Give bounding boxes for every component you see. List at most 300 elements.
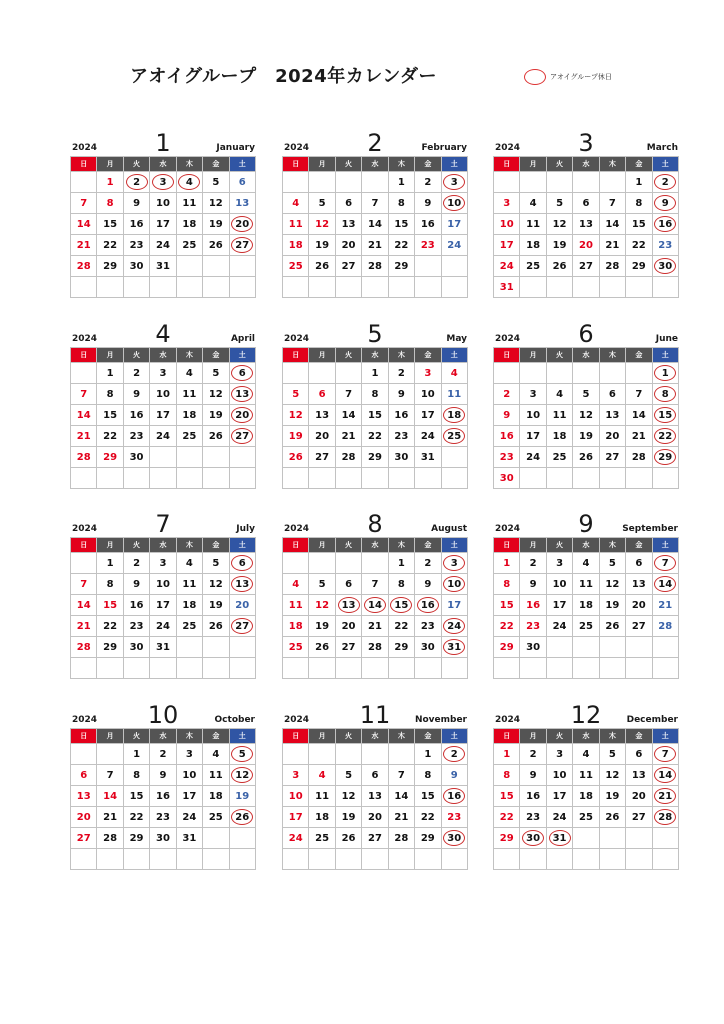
day-cell [599,426,625,447]
day-cell [309,214,335,235]
day-number: 5 [608,749,616,760]
day-number: 4 [185,368,193,379]
day-cell [494,595,520,616]
month-number: 3 [578,129,594,157]
holiday-day: 2 [654,174,676,190]
month-number: 10 [147,701,179,729]
day-number: 17 [499,240,514,251]
month-year: 2024 [284,715,310,725]
day-cell [599,828,625,849]
day-cell [150,828,176,849]
day-cell [335,384,361,405]
day-cell [283,765,309,786]
day-number: 6 [345,579,353,590]
day-number: 25 [579,621,593,632]
weekday-header: 日 [283,348,309,363]
day-number: 11 [552,410,567,421]
day-cell [652,786,678,807]
day-cell [97,765,123,786]
day-cell [388,595,414,616]
day-cell [309,744,335,765]
day-cell [203,574,229,595]
month-5 [282,320,468,489]
day-number: 27 [76,833,91,844]
day-cell [441,193,467,214]
weekday-header: 火 [123,538,149,553]
day-number: 19 [341,812,356,823]
day-cell [176,256,202,277]
weekday-header: 金 [415,157,441,172]
day-number: 29 [103,261,118,272]
weekday-header: 火 [335,348,361,363]
day-cell [573,786,599,807]
week-row [494,363,679,384]
day-cell [71,214,97,235]
day-cell [123,786,149,807]
day-cell [546,405,572,426]
day-number: 12 [605,770,620,781]
day-cell [573,193,599,214]
day-cell [203,384,229,405]
day-cell [388,172,414,193]
day-cell [441,256,467,277]
day-cell [309,384,335,405]
day-cell [388,807,414,828]
day-cell [150,637,176,658]
weekday-header: 火 [123,348,149,363]
week-row [494,807,679,828]
day-number: 24 [420,431,435,442]
day-cell [546,363,572,384]
week-row [494,172,679,193]
day-number: 7 [635,389,643,400]
day-number: 12 [341,791,356,802]
day-cell [415,658,441,679]
month-table [493,347,679,489]
day-number: 30 [420,642,435,653]
day-cell [573,172,599,193]
week-row [71,384,256,405]
day-cell [123,363,149,384]
day-cell [626,193,652,214]
week-row [494,786,679,807]
weekday-header: 水 [362,348,388,363]
month-name: October [214,715,255,725]
day-cell [573,468,599,489]
holiday-day: 7 [654,555,676,571]
day-cell [229,744,255,765]
day-cell [573,828,599,849]
day-cell [283,363,309,384]
week-row [283,193,468,214]
day-number: 28 [394,833,409,844]
day-cell [546,172,572,193]
day-cell [309,786,335,807]
day-number: 18 [182,219,197,230]
day-number: 21 [76,240,91,251]
day-number: 10 [552,770,567,781]
day-cell [97,256,123,277]
day-cell [652,214,678,235]
holiday-day: 30 [443,830,465,846]
day-cell [229,765,255,786]
day-cell [362,807,388,828]
day-cell [388,468,414,489]
day-number: 18 [526,240,541,251]
week-row [71,744,256,765]
day-cell [283,405,309,426]
day-cell [520,256,546,277]
day-number: 23 [129,240,144,251]
day-number: 8 [503,770,511,781]
month-year: 2024 [495,524,521,534]
day-cell [626,277,652,298]
week-row [494,658,679,679]
day-cell [203,235,229,256]
day-number: 23 [156,812,170,823]
weekday-header: 月 [97,538,123,553]
day-cell [388,637,414,658]
weekday-header: 土 [229,538,255,553]
day-number: 3 [292,770,300,781]
month-header [70,510,256,537]
weekday-header: 水 [150,348,176,363]
day-cell [415,468,441,489]
day-number: 11 [182,389,197,400]
weekday-header: 日 [71,538,97,553]
day-cell [599,235,625,256]
weekday-header: 木 [176,729,202,744]
weekday-header: 水 [573,348,599,363]
day-number: 14 [631,410,646,421]
day-cell [283,553,309,574]
day-cell [546,828,572,849]
weekday-header: 木 [599,538,625,553]
day-cell [494,235,520,256]
weekday-header-row [494,348,679,363]
day-number: 15 [420,791,435,802]
day-cell [652,658,678,679]
day-cell [309,277,335,298]
month-year: 2024 [284,143,310,153]
day-number: 18 [288,621,303,632]
day-number: 31 [499,282,514,293]
day-cell [441,553,467,574]
day-number: 22 [103,621,118,632]
day-cell [415,849,441,870]
day-cell [520,277,546,298]
day-cell [176,426,202,447]
week-row [494,468,679,489]
day-cell [176,363,202,384]
day-cell [626,426,652,447]
day-number: 15 [368,410,382,421]
weekday-header-row [283,538,468,553]
day-cell [573,574,599,595]
day-cell [599,744,625,765]
day-number: 19 [315,240,330,251]
day-number: 20 [368,812,382,823]
day-number: 9 [424,198,432,209]
day-number: 3 [556,558,564,569]
day-number: 30 [526,642,541,653]
day-cell [388,363,414,384]
weekday-header: 日 [494,157,520,172]
week-row [71,363,256,384]
day-cell [71,235,97,256]
day-cell [203,786,229,807]
day-number: 20 [341,621,356,632]
day-number: 30 [129,642,144,653]
day-cell [176,235,202,256]
day-cell [441,828,467,849]
day-cell [335,426,361,447]
day-number: 4 [292,579,300,590]
page-title: アオイグループ 2024年カレンダー [130,66,438,87]
day-cell [415,616,441,637]
day-number: 24 [499,261,514,272]
day-number: 10 [182,770,197,781]
day-number: 31 [156,642,170,653]
holiday-day: 10 [443,576,465,592]
holiday-day: 24 [443,618,465,634]
weekday-header: 水 [362,157,388,172]
day-cell [123,637,149,658]
day-cell [283,828,309,849]
day-cell [309,405,335,426]
day-number: 21 [76,431,91,442]
day-number: 8 [397,579,405,590]
day-cell [71,595,97,616]
day-cell [229,786,255,807]
day-number: 15 [103,410,118,421]
day-cell [123,193,149,214]
day-number: 3 [185,749,193,760]
day-number: 6 [608,389,616,400]
day-cell [123,277,149,298]
weekday-header: 土 [652,729,678,744]
day-number: 25 [315,833,330,844]
week-row [71,277,256,298]
day-cell [599,447,625,468]
day-cell [362,595,388,616]
day-cell [123,426,149,447]
day-number: 19 [605,600,620,611]
weekday-header: 日 [494,538,520,553]
day-cell [71,616,97,637]
day-cell [229,235,255,256]
day-cell [203,363,229,384]
day-number: 25 [182,240,197,251]
day-cell [362,193,388,214]
month-table [493,728,679,870]
weekday-header: 金 [626,538,652,553]
weekday-header: 日 [71,348,97,363]
month-10 [70,701,256,870]
day-cell [150,405,176,426]
week-row [71,214,256,235]
day-cell [176,214,202,235]
day-cell [520,235,546,256]
month-number: 1 [155,129,171,157]
day-cell [71,405,97,426]
day-number: 8 [371,389,379,400]
day-number: 25 [526,261,541,272]
day-number: 20 [341,240,356,251]
day-number: 1 [397,177,405,188]
day-number: 13 [341,219,356,230]
day-number: 13 [579,219,593,230]
day-number: 16 [526,600,541,611]
day-cell [176,172,202,193]
day-number: 22 [420,812,435,823]
day-cell [229,214,255,235]
day-cell [229,807,255,828]
day-cell [97,744,123,765]
day-number: 5 [556,198,564,209]
day-cell [283,384,309,405]
day-cell [97,193,123,214]
weekday-header: 土 [652,538,678,553]
day-cell [546,595,572,616]
day-cell [176,405,202,426]
week-row [494,214,679,235]
day-cell [520,384,546,405]
weekday-header: 木 [176,348,202,363]
day-cell [150,384,176,405]
month-year: 2024 [495,334,521,344]
day-number: 26 [579,452,593,463]
day-cell [441,637,467,658]
day-cell [335,595,361,616]
weekday-header: 日 [283,729,309,744]
day-cell [626,786,652,807]
day-number: 23 [526,812,541,823]
day-cell [283,235,309,256]
day-cell [150,214,176,235]
week-row [283,658,468,679]
day-number: 26 [208,240,223,251]
holiday-day: 4 [178,174,200,190]
day-cell [229,193,255,214]
month-name: June [655,334,678,344]
day-cell [283,277,309,298]
day-number: 22 [499,621,514,632]
day-cell [626,384,652,405]
day-cell [335,637,361,658]
day-cell [176,658,202,679]
month-name: May [446,334,467,344]
holiday-day: 15 [654,407,676,423]
weekday-header: 月 [520,157,546,172]
day-cell [97,172,123,193]
day-cell [599,363,625,384]
holiday-day: 22 [654,428,676,444]
day-cell [203,849,229,870]
day-cell [546,765,572,786]
holiday-day: 8 [654,386,676,402]
week-row [494,384,679,405]
day-number: 1 [397,558,405,569]
day-cell [573,658,599,679]
day-number: 27 [631,621,646,632]
week-row [71,616,256,637]
day-cell [123,468,149,489]
day-cell [335,172,361,193]
month-year: 2024 [284,524,310,534]
day-number: 14 [76,219,91,230]
weekday-header: 月 [520,729,546,744]
week-row [71,172,256,193]
holiday-day: 3 [152,174,174,190]
day-cell [335,786,361,807]
month-header [493,129,679,156]
month-header [493,320,679,347]
day-number: 29 [420,833,435,844]
day-cell [520,616,546,637]
day-cell [573,426,599,447]
weekday-header-row [71,538,256,553]
week-row [283,426,468,447]
day-cell [283,786,309,807]
day-cell [573,595,599,616]
day-number: 1 [635,177,643,188]
weekday-header: 金 [626,157,652,172]
holiday-day: 28 [654,809,676,825]
month-table [282,728,468,870]
week-row [71,637,256,658]
week-row [494,744,679,765]
holiday-day: 3 [443,555,465,571]
day-number: 9 [159,770,167,781]
weekday-header: 火 [546,729,572,744]
day-cell [362,363,388,384]
day-number: 24 [552,812,567,823]
day-number: 4 [582,558,590,569]
day-cell [123,214,149,235]
day-number: 7 [80,198,88,209]
day-cell [97,235,123,256]
month-name: February [421,143,467,153]
day-number: 27 [368,833,382,844]
day-cell [71,786,97,807]
holiday-day: 21 [654,788,676,804]
day-cell [362,574,388,595]
day-number: 13 [235,198,250,209]
day-cell [150,595,176,616]
day-cell [362,384,388,405]
day-cell [626,744,652,765]
day-cell [123,828,149,849]
day-cell [229,658,255,679]
day-number: 2 [529,558,537,569]
month-8 [282,510,468,679]
day-cell [150,786,176,807]
day-number: 29 [631,261,646,272]
day-cell [520,849,546,870]
month-number: 7 [155,510,171,538]
day-cell [123,172,149,193]
day-number: 8 [106,198,114,209]
day-cell [362,426,388,447]
week-row [283,405,468,426]
day-number: 23 [394,431,409,442]
day-number: 17 [447,600,462,611]
weekday-header: 金 [203,729,229,744]
month-9 [493,510,679,679]
day-number: 2 [133,558,141,569]
weekday-header: 木 [388,729,414,744]
